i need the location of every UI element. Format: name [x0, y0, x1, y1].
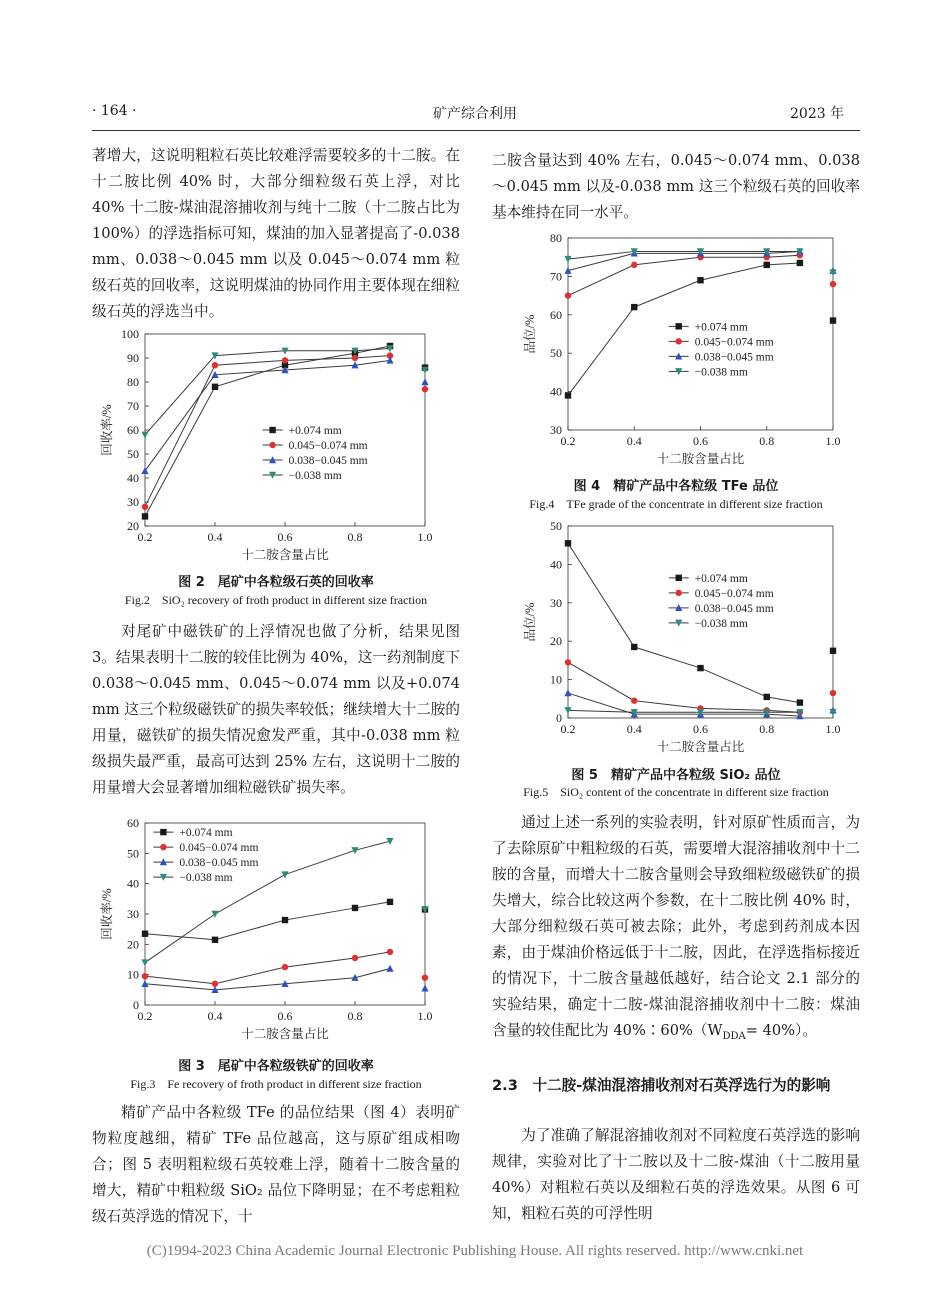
y-tick-label: 80: [550, 231, 562, 245]
figure-3-caption-zh: 图 3 尾矿中各粒级铁矿的回收率: [178, 1059, 374, 1074]
data-point: [141, 432, 148, 439]
legend-marker: [676, 575, 682, 581]
data-point: [387, 949, 393, 955]
legend-label: 0.045−0.074 mm: [179, 842, 259, 855]
y-tick-label: 60: [127, 423, 139, 437]
y-tick-label: 50: [550, 519, 562, 533]
y-tick-label: 30: [127, 907, 139, 921]
x-tick-label: 0.2: [137, 530, 153, 544]
legend-marker: [160, 829, 166, 835]
plot-frame: [568, 238, 833, 430]
data-point: [141, 980, 148, 987]
data-point: [631, 644, 637, 650]
data-point: [352, 355, 358, 361]
right-para-3: 为了准确了解混溶捕收剂对不同粒度石英浮选的影响规律，实验对比了十二胺以及十二胺-煤油（十二胺用量 40%）对粗粒石英以及细粒石英的浮选效果。从图 6 可知，粗粒石英的可浮性明: [492, 1127, 860, 1222]
x-tick-label: 0.4: [207, 1009, 223, 1023]
y-tick-label: 20: [127, 937, 139, 952]
data-point: [797, 260, 803, 266]
figure-5-caption-zh: 图 5 精矿产品中各粒级 SiO₂ 品位: [571, 768, 781, 783]
right-para-2: [492, 810, 860, 1050]
y-tick-label: 30: [550, 595, 562, 610]
right-para-1: 二胺含量达到 40% 左右，0.045～0.074 mm、0.038～0.045 mm 以及-0.038 mm 这三个粒级石英的回收率基本维持在同一水平。: [492, 152, 860, 221]
data-point: [212, 384, 218, 390]
data-point: [564, 689, 571, 696]
series-line: [568, 263, 800, 395]
legend-marker: [676, 338, 682, 344]
pure-collector-point: [422, 975, 428, 981]
y-tick-label: 30: [550, 423, 562, 437]
journal-year: 2023 年: [790, 106, 845, 122]
legend-label: 0.045−0.074 mm: [288, 440, 368, 452]
left-para-1: 著增大，这说明粗粒石英比较难浮需要较多的十二胺。在十二胺比例 40% 时，大部分细粒级石英上浮，对比 40% 十二胺-煤油混溶捕收剂与纯十二胺（十二胺占比为 100%）的浮选指标可知，煤油的加入显著提高了-0.038 mm、0.038～0.045 mm 以及 0.045～0.074 mm 粒级石英的回收率，这说明煤油的协同作用主要体现在细粒级石英的浮选当中。: [92, 147, 460, 320]
figure-2-chart: [95, 326, 450, 566]
legend-marker: [269, 427, 275, 433]
x-tick-label: 0.6: [693, 434, 708, 448]
y-axis-label: 品位/%: [523, 602, 537, 642]
legend-label: 0.038−0.045 mm: [694, 351, 774, 364]
data-point: [142, 513, 148, 519]
x-tick-label: 0.8: [759, 722, 775, 736]
pure-collector-point: [830, 281, 836, 287]
data-point: [386, 357, 393, 364]
data-point: [565, 659, 571, 665]
legend-label: +0.074 mm: [179, 827, 233, 840]
x-tick-label: 0.2: [560, 722, 576, 736]
legend-label: +0.074 mm: [694, 572, 748, 585]
y-tick-label: 70: [127, 399, 139, 413]
y-tick-label: 30: [127, 495, 139, 509]
x-tick-label: 0.6: [693, 722, 708, 736]
data-point: [764, 262, 770, 268]
y-tick-label: 10: [550, 672, 562, 687]
section-heading-2-3: 2.3 十二胺-煤油混溶捕收剂对石英浮选行为的影响: [492, 1077, 831, 1094]
x-tick-label: 0.8: [347, 530, 363, 544]
figure-5-chart: [518, 518, 858, 758]
header-rule: [92, 130, 860, 131]
data-point: [282, 357, 288, 363]
legend-label: +0.074 mm: [288, 425, 342, 437]
figure-2-caption-zh: 图 2 尾矿中各粒级石英的回收率: [178, 575, 374, 590]
x-tick-label: 0.6: [277, 1009, 293, 1023]
figure-4-caption-en: Fig.4 TFe grade of the concentrate in different size fraction: [529, 497, 823, 511]
y-tick-label: 20: [127, 519, 139, 533]
data-point: [631, 304, 637, 310]
left-para-3: 精矿产品中各粒级 TFe 的品位结果（图 4）表明矿物粒度越细，精矿 TFe 品位越高，这与原矿组成相吻合；图 5 表明粗粒级石英较难上浮，随着十二胺含量的增大，精矿中粗粒级 SiO₂ 品位下降明显；在不考虑粗粒级石英浮选的情况下，十: [92, 1104, 460, 1225]
x-tick-label: 0.2: [560, 434, 576, 448]
y-tick-label: 50: [550, 346, 562, 361]
data-point: [281, 871, 288, 878]
data-point: [565, 292, 571, 298]
x-axis-label: 十二胺含量占比: [241, 1027, 329, 1041]
x-tick-label: 0.4: [207, 530, 223, 544]
series-line: [568, 662, 800, 712]
page-number: · 164 ·: [92, 103, 137, 119]
x-tick-label: 1.0: [417, 530, 433, 544]
figure-3-chart: [95, 815, 450, 1045]
data-point: [565, 392, 571, 398]
y-tick-label: 10: [127, 967, 139, 982]
data-point: [142, 504, 148, 510]
y-tick-label: 20: [550, 634, 562, 649]
y-tick-label: 60: [550, 307, 562, 322]
figure-3-caption-en: Fig.3 Fe recovery of froth product in different size fraction: [130, 1077, 422, 1091]
legend-marker: [160, 844, 166, 850]
x-tick-label: 1.0: [825, 434, 841, 448]
y-tick-label: 90: [127, 351, 139, 365]
x-tick-label: 0.4: [626, 722, 642, 736]
y-tick-label: 100: [121, 327, 139, 341]
right-para-2-text: 通过上述一系列的实验表明，针对原矿性质而言，为了去除原矿中粗粒级的石英，需要增大混溶捕收剂中十二胺的含量，而增大十二胺含量则会导致细粒级磁铁矿的损失增大，综合比较这两个参数，在十二胺比例 40% 时，大部分细粒级石英可被去除；此外，考虑到药剂成本因素，由于煤油价格远低于十二胺，因此，在浮选指标接近的情况下，十二胺含量越低越好，结合论文 2.1 部分的实验结果，确定十二胺-煤油混溶捕收剂中十二胺：煤油含量的较佳配比为 40%∶60%（W: [492, 814, 860, 1039]
x-tick-label: 1.0: [825, 722, 841, 736]
legend-label: 0.038−0.045 mm: [179, 857, 259, 870]
legend-label: 0.038−0.045 mm: [288, 455, 368, 467]
y-tick-label: 80: [127, 375, 139, 389]
data-point: [697, 665, 703, 671]
y-tick-label: 40: [550, 557, 562, 572]
x-tick-label: 0.8: [759, 434, 775, 448]
right-para-2-subscript: DDA: [722, 1030, 746, 1042]
figure-5-caption-en: Fig.5 SiO₂ content of the concentrate in different size fraction: [523, 785, 829, 799]
x-tick-label: 0.2: [137, 1009, 153, 1023]
y-axis-label: 回收率/%: [100, 404, 114, 456]
data-point: [564, 256, 571, 263]
legend-marker: [269, 442, 275, 448]
data-point: [387, 899, 393, 905]
data-point: [211, 911, 218, 918]
x-axis-label: 十二胺含量占比: [656, 740, 745, 754]
data-point: [141, 959, 148, 966]
data-point: [631, 262, 637, 268]
x-axis-label: 十二胺含量占比: [241, 548, 329, 562]
right-para-2-tail: = 40%）。: [745, 1022, 817, 1039]
pure-collector-point: [830, 317, 836, 323]
legend-label: −0.038 mm: [694, 366, 748, 379]
y-axis-label: 回收率/%: [100, 888, 114, 940]
data-point: [142, 931, 148, 937]
pure-collector-point: [422, 386, 428, 392]
figure-4-caption-zh: 图 4 精矿产品中各粒级 TFe 品位: [573, 479, 779, 494]
x-tick-label: 0.8: [347, 1009, 363, 1023]
data-point: [697, 277, 703, 283]
pure-collector-point: [421, 985, 428, 992]
x-axis-label: 十二胺含量占比: [656, 452, 745, 466]
data-point: [631, 698, 637, 704]
legend-label: 0.045−0.074 mm: [694, 587, 774, 600]
journal-title: 矿产综合利用: [433, 106, 517, 122]
legend-label: 0.045−0.074 mm: [694, 336, 774, 349]
x-tick-label: 1.0: [417, 1009, 433, 1023]
pure-collector-point: [830, 648, 836, 654]
legend-label: −0.038 mm: [288, 470, 342, 482]
y-tick-label: 0: [556, 711, 562, 725]
data-point: [352, 955, 358, 961]
data-point: [351, 847, 358, 854]
data-point: [142, 973, 148, 979]
data-point: [282, 917, 288, 923]
legend-marker: [676, 590, 682, 596]
y-tick-label: 0: [133, 998, 139, 1012]
y-tick-label: 70: [550, 269, 562, 284]
data-point: [212, 362, 218, 368]
y-tick-label: 60: [127, 816, 139, 830]
data-point: [212, 937, 218, 943]
left-para-2: 对尾矿中磁铁矿的上浮情况也做了分析，结果见图 3。结果表明十二胺的较佳比例为 40%，这一药剂制度下 0.038～0.045 mm、0.045～0.074 mm 以及+0.074 mm 这三个粒级磁铁矿的损失率较低；继续增大十二胺的用量，磁铁矿的损失情况愈发严重，其中-0.038 mm 粒级损失最严重，最高可达到 25% 左右，这说明十二胺的用量增大会显著增加细粒磁铁矿损失率。: [92, 623, 460, 796]
data-point: [797, 699, 803, 705]
figure-2-caption-en: Fig.2 SiO₂ recovery of froth product in different size fraction: [124, 593, 428, 607]
x-tick-label: 0.4: [626, 434, 642, 448]
pure-collector-point: [830, 690, 836, 696]
data-point: [212, 981, 218, 987]
data-point: [282, 964, 288, 970]
copyright-footer: (C)1994-2023 China Academic Journal Electronic Publishing House. All rights reserved. http://www.cnki.net: [146, 1243, 804, 1259]
data-point: [764, 694, 770, 700]
x-tick-label: 0.6: [277, 530, 293, 544]
pure-collector-point: [421, 378, 428, 385]
figure-4-chart: [518, 230, 858, 470]
y-tick-label: 50: [127, 447, 139, 461]
y-tick-label: 40: [127, 876, 139, 891]
y-tick-label: 40: [127, 471, 139, 485]
y-axis-label: 品位/%: [523, 314, 537, 354]
y-tick-label: 50: [127, 846, 139, 861]
legend-label: +0.074 mm: [694, 321, 748, 334]
legend-marker: [676, 323, 682, 329]
legend-label: −0.038 mm: [694, 617, 748, 630]
legend-label: 0.038−0.045 mm: [694, 602, 774, 615]
legend-label: −0.038 mm: [179, 872, 233, 885]
data-point: [386, 965, 393, 972]
series-line: [145, 356, 390, 507]
y-tick-label: 40: [550, 384, 562, 399]
data-point: [352, 905, 358, 911]
data-point: [565, 540, 571, 546]
